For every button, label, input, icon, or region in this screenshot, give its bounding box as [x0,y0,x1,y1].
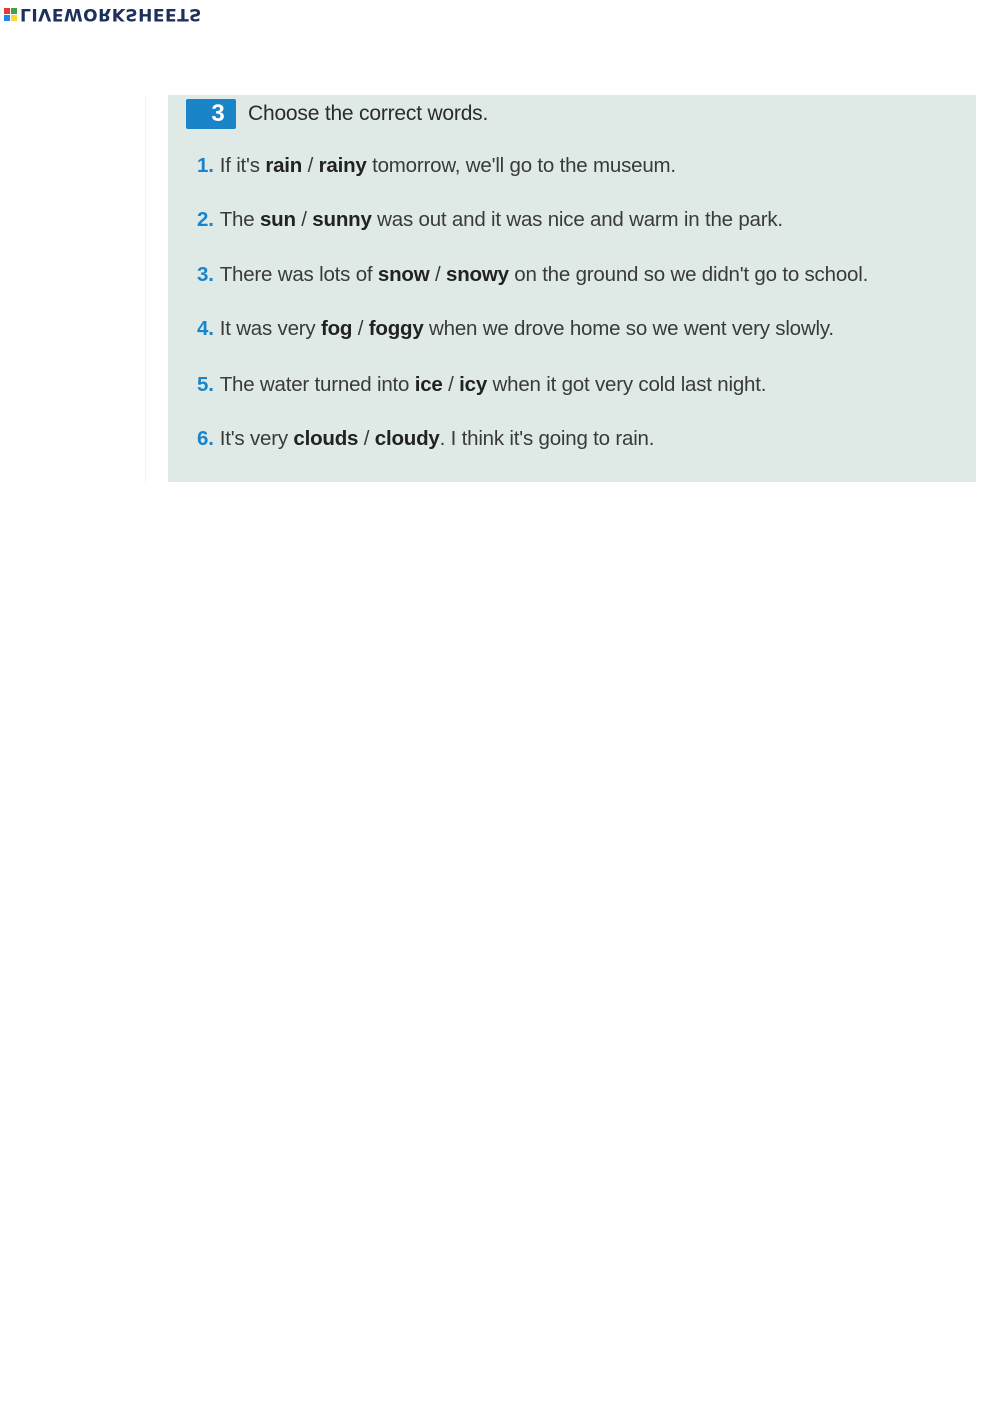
exercise-item-1 [197,154,676,178]
option-sunny[interactable]: sunny [312,208,372,231]
item-number: 1. [197,154,214,177]
option-foggy[interactable]: foggy [368,317,424,340]
item-text-before: It's very [219,427,294,450]
item-number: 5. [197,373,214,396]
item-number: 3. [197,263,214,286]
option-icy[interactable]: icy [459,373,488,396]
exercise-item-4 [197,317,834,341]
option-snow[interactable]: snow [377,263,430,286]
option-rainy[interactable]: rainy [318,154,367,177]
item-text-before: The [219,208,260,231]
exercise-number-badge: 3 [186,99,236,129]
exercise-item-5 [197,373,766,397]
option-separator: / [352,317,369,340]
brand-mark-icon [4,8,17,21]
option-separator: / [442,373,460,396]
brand-logo [4,4,202,24]
exercise-header [186,97,488,131]
option-fog[interactable]: fog [320,317,353,340]
exercise-item-6 [197,427,654,451]
option-ice[interactable]: ice [414,373,443,396]
exercise-item-2 [197,208,783,232]
item-number: 2. [197,208,214,231]
item-text-after: was out and it was nice and warm in the park. [371,208,783,231]
item-text-after: . I think it's going to rain. [439,427,655,450]
item-number: 6. [197,427,214,450]
brand-square-green [11,8,17,14]
page-divider [145,95,146,482]
option-rain[interactable]: rain [265,154,303,177]
option-cloudy[interactable]: cloudy [374,427,440,450]
item-text-before: If it's [219,154,266,177]
brand-square-red [4,8,10,14]
exercise-instruction: Choose the correct words. [248,102,489,125]
item-text-before: It was very [219,317,321,340]
brand-square-yellow [11,15,17,21]
item-text-after: on the ground so we didn't go to school. [508,263,869,286]
option-separator: / [358,427,375,450]
item-text-after: when it got very cold last night. [487,373,767,396]
option-separator: / [295,208,313,231]
option-sun[interactable]: sun [259,208,296,231]
option-separator: / [302,154,319,177]
item-text-after: when we drove home so we went very slowly. [423,317,834,340]
brand-square-blue [4,15,10,21]
item-text-before: The water turned into [219,373,415,396]
option-clouds[interactable]: clouds [293,427,359,450]
option-separator: / [429,263,446,286]
exercise-panel [168,95,976,482]
item-text-after: tomorrow, we'll go to the museum. [366,154,676,177]
item-text-before: There was lots of [219,263,378,286]
exercise-item-3 [197,263,868,287]
option-snowy[interactable]: snowy [446,263,509,286]
item-number: 4. [197,317,214,340]
brand-name: LIVEWORKSHEETS [20,4,202,24]
